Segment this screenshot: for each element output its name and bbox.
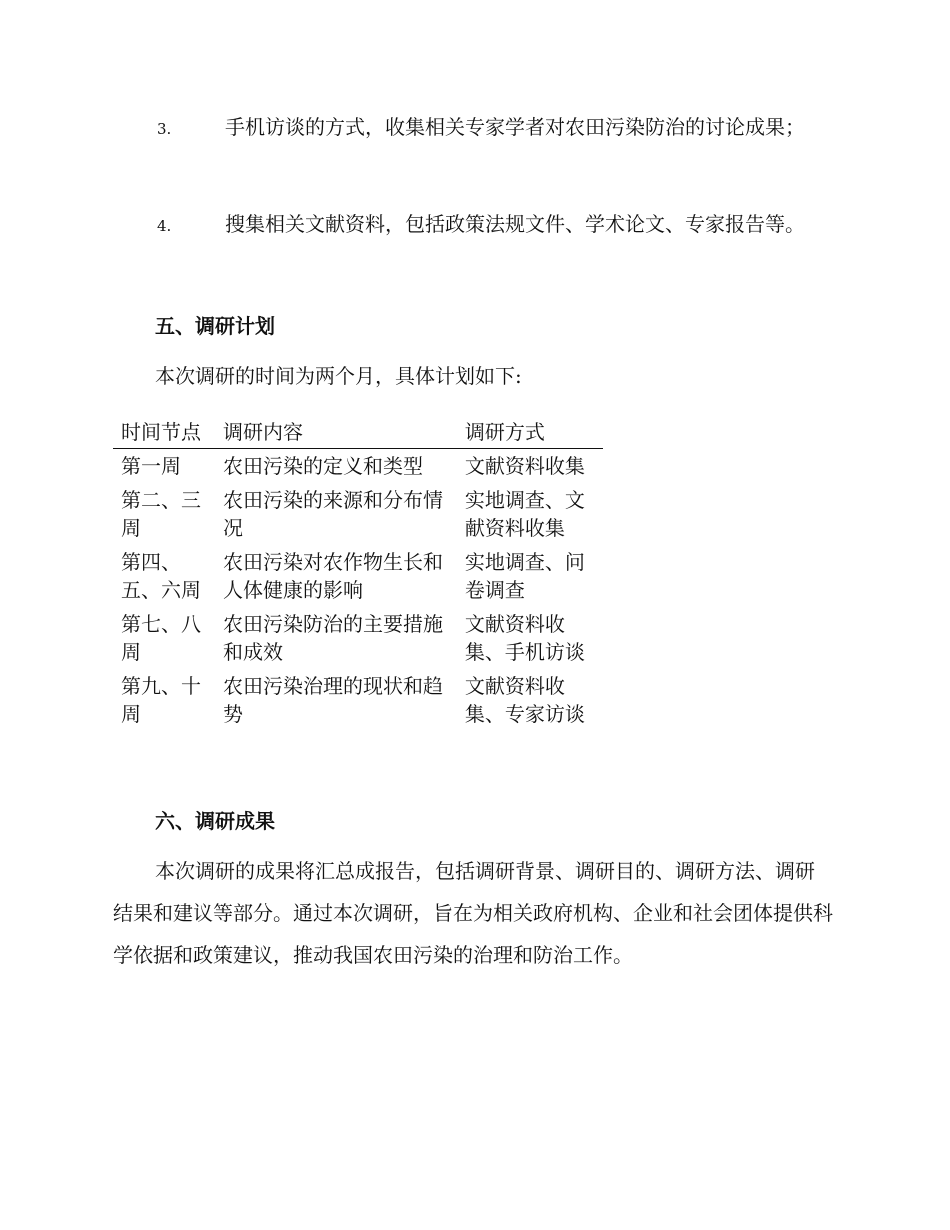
- section-heading-results: 六、调研成果: [155, 809, 275, 833]
- table-cell: 第一周: [121, 454, 181, 478]
- table-cell: 实地调查、文献资料收集: [464, 488, 585, 540]
- table-cell: 农田污染的定义和类型: [222, 454, 423, 478]
- table-cell: 文献资料收集、手机访谈: [464, 612, 585, 664]
- table-cell: 农田污染防治的主要措施和成效: [222, 612, 443, 664]
- column-header: 调研方式: [457, 418, 603, 449]
- table-cell: 第九、十周: [121, 674, 201, 726]
- table-cell: 农田污染对农作物生长和人体健康的影响: [222, 550, 443, 602]
- table-cell: 实地调查、问卷调查: [464, 550, 585, 602]
- column-header: 时间节点: [113, 418, 215, 449]
- table-row: [113, 607, 603, 669]
- schedule-table: [113, 418, 603, 731]
- list-item-text: 手机访谈的方式，收集相关专家学者对农田污染防治的讨论成果；: [225, 115, 805, 139]
- table-cell: 文献资料收集、专家访谈: [464, 674, 585, 726]
- table-cell: 第四、五、六周: [121, 550, 201, 602]
- table-cell: 第二、三周: [121, 488, 201, 540]
- table-row: [113, 545, 603, 607]
- list-item-4: [113, 203, 833, 247]
- list-item-3: [113, 106, 833, 150]
- table-header-row: [113, 418, 603, 449]
- table-row: [113, 449, 603, 484]
- table-row: [113, 669, 603, 731]
- table-cell: 文献资料收集: [464, 454, 585, 478]
- table-cell: 农田污染的来源和分布情况: [222, 488, 443, 540]
- table-cell: 第七、八周: [121, 612, 201, 664]
- section-heading-plan: 五、调研计划: [155, 314, 275, 338]
- table-cell: 农田污染治理的现状和趋势: [222, 674, 443, 726]
- plan-intro: 本次调研的时间为两个月，具体计划如下:: [155, 364, 522, 388]
- list-item-number: 4.: [157, 217, 172, 235]
- list-item-text: 搜集相关文献资料，包括政策法规文件、学术论文、专家报告等。: [225, 212, 805, 236]
- table-row: [113, 483, 603, 545]
- list-item-number: 3.: [157, 120, 172, 138]
- results-paragraph: 本次调研的成果将汇总成报告，包括调研背景、调研目的、调研方法、调研结果和建议等部分。通过本次调研，旨在为相关政府机构、企业和社会团体提供科学依据和政策建议，推动我国农田污染的治理和防治工作。: [113, 859, 833, 967]
- column-header: 调研内容: [215, 418, 457, 449]
